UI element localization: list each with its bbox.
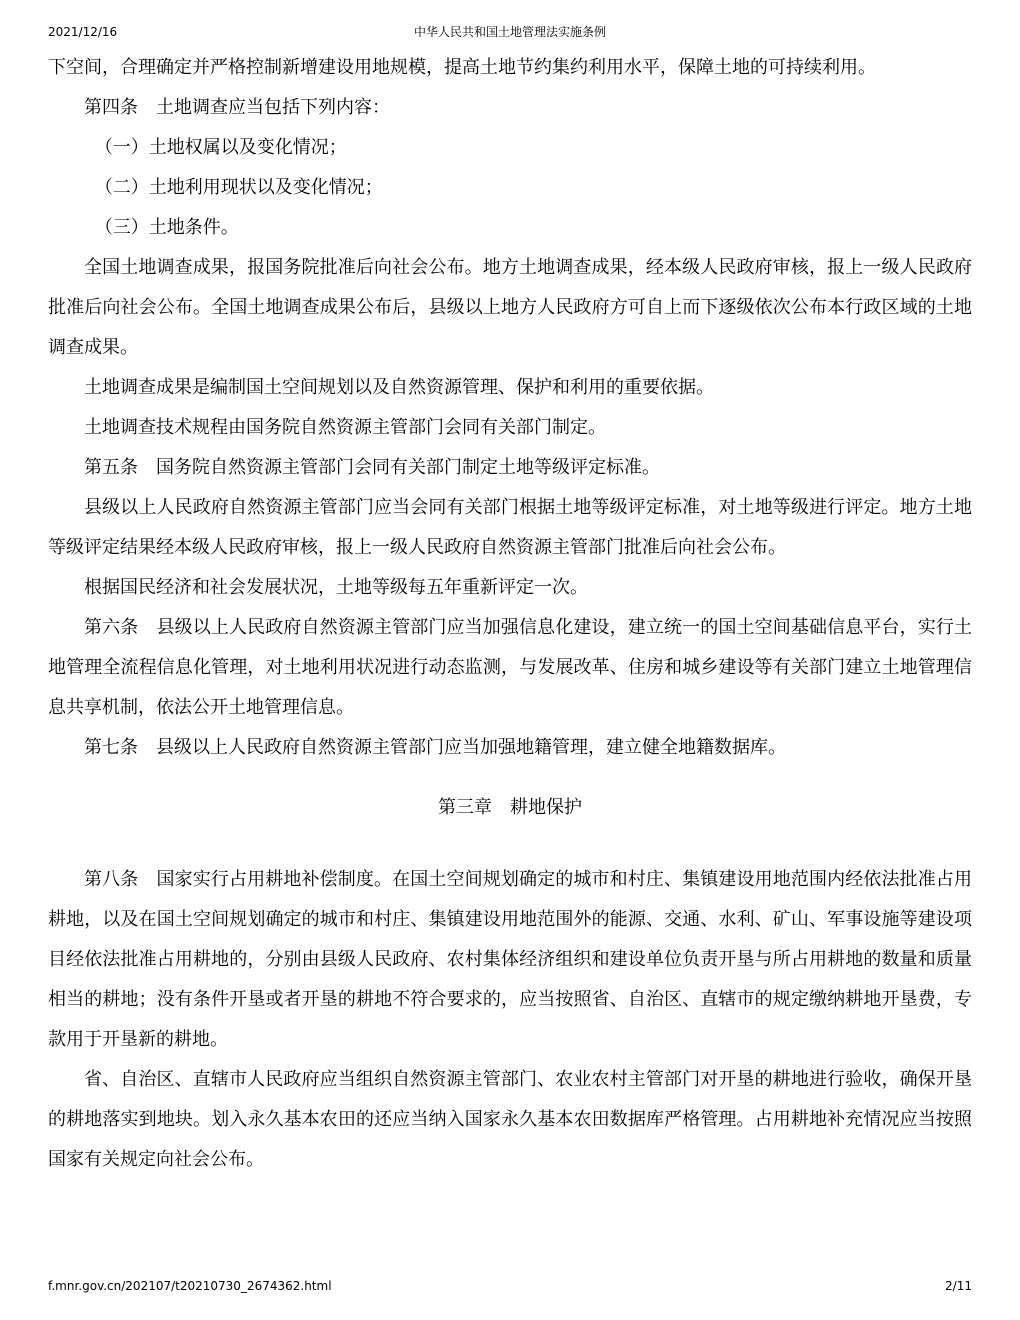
article-heading-paragraph: 第四条 土地调查应当包括下列内容：	[84, 97, 390, 118]
list-item: （三）土地条件。	[94, 217, 239, 238]
paragraph: 全国土地调查成果，报国务院批准后向社会公布。地方土地调查成果，经本级人民政府审核，报上一级人民政府批准后向社会公布。全国土地调查成果公布后，县级以上地方人民政府方可自上而下逐级依次公布本行政区域的土地调查成果。	[48, 257, 972, 358]
paragraph: 土地调查成果是编制国土空间规划以及自然资源管理、保护和利用的重要依据。	[84, 377, 714, 398]
paragraph: 下空间，合理确定并严格控制新增建设用地规模，提高土地节约集约利用水平，保障土地的可持续利用。	[48, 57, 876, 78]
article-heading-paragraph: 第八条 国家实行占用耕地补偿制度。在国土空间规划确定的城市和村庄、集镇建设用地范围内经依法批准占用耕地，以及在国土空间规划确定的城市和村庄、集镇建设用地范围外的能源、交通、水利、矿山、军事设施等建设项目经依法批准占用耕地的，分别由县级人民政府、农村集体经济组织和建设单位负责开垦与所占用耕地的数量和质量相当的耕地；没有条件开垦或者开垦的耕地不符合要求的，应当按照省、自治区、直辖市的规定缴纳耕地开垦费，专款用于开垦新的耕地。	[48, 869, 972, 1050]
paragraph: 省、自治区、直辖市人民政府应当组织自然资源主管部门、农业农村主管部门对开垦的耕地进行验收，确保开垦的耕地落实到地块。划入永久基本农田的还应当纳入国家永久基本农田数据库严格管理。占用耕地补充情况应当按照国家有关规定向社会公布。	[48, 1069, 972, 1170]
paragraph: 根据国民经济和社会发展状况，土地等级每五年重新评定一次。	[84, 577, 588, 598]
article-heading-paragraph: 第五条 国务院自然资源主管部门会同有关部门制定土地等级评定标准。	[84, 457, 660, 478]
document-body	[48, 48, 972, 1180]
list-item: （二）土地利用现状以及变化情况；	[94, 177, 383, 198]
article-heading-paragraph: 第六条 县级以上人民政府自然资源主管部门应当加强信息化建设，建立统一的国土空间基础信息平台，实行土地管理全流程信息化管理，对土地利用状况进行动态监测，与发展改革、住房和城乡建设等有关部门建立土地管理信息共享机制，依法公开土地管理信息。	[48, 617, 972, 718]
article-heading-paragraph: 第七条 县级以上人民政府自然资源主管部门应当加强地籍管理，建立健全地籍数据库。	[84, 737, 786, 758]
print-footer	[48, 1276, 972, 1296]
source-url: f.mnr.gov.cn/202107/t20210730_2674362.html	[48, 1279, 332, 1293]
print-date: 2021/12/16	[48, 25, 118, 39]
paragraph: 县级以上人民政府自然资源主管部门应当会同有关部门根据土地等级评定标准，对土地等级进行评定。地方土地等级评定结果经本级人民政府审核，报上一级人民政府自然资源主管部门批准后向社会公布。	[48, 497, 972, 558]
document-title: 中华人民共和国土地管理法实施条例	[413, 25, 606, 39]
list-item: （一）土地权属以及变化情况；	[94, 137, 347, 158]
chapter-heading: 第三章 耕地保护	[438, 797, 582, 818]
print-header	[48, 22, 972, 42]
paragraph: 土地调查技术规程由国务院自然资源主管部门会同有关部门制定。	[84, 417, 606, 438]
page-number: 2/11	[945, 1279, 972, 1293]
